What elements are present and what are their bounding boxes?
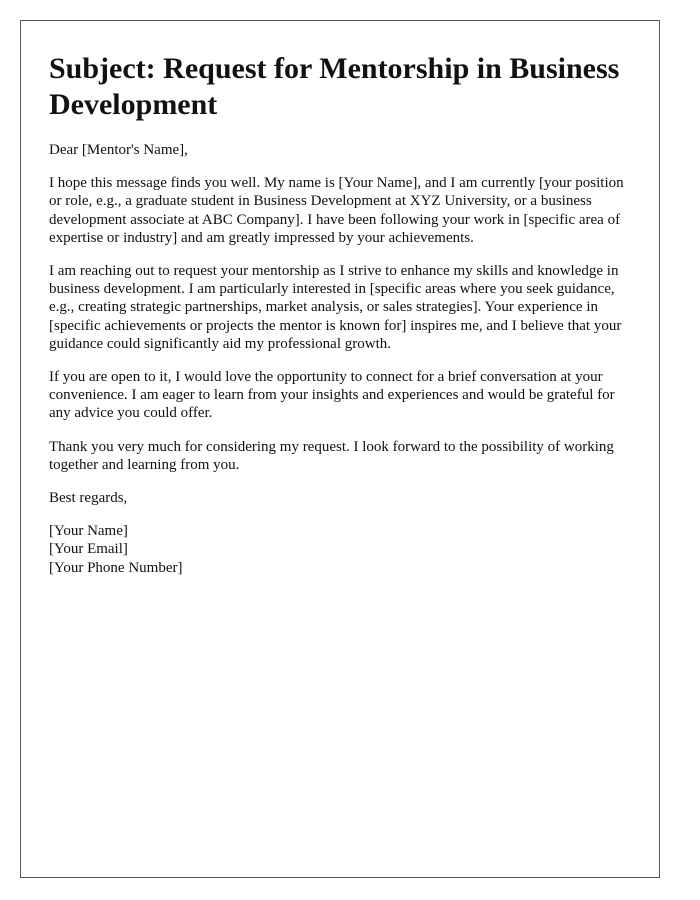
letter-closing: Best regards, <box>49 490 128 507</box>
letter-signature-block <box>49 522 631 577</box>
signature-email: [Your Email] <box>49 541 128 558</box>
letter-greeting: Dear [Mentor's Name], <box>49 142 188 158</box>
letter-paragraph-request: I am reaching out to request your mentorship as I strive to enhance my skills and knowledge in business development. I am particularly interested in [specific areas where you seek guidance, e.g., creating strategic partnerships, market analysis, or sales strategies]. Your experience in [specific achievements or projects the mentor is known for] inspires me, and I believe that your guidance could significantly aid my professional growth. <box>49 263 622 352</box>
letter-paragraph-intro: I hope this message finds you well. My name is [Your Name], and I am currently [your position or role, e.g., a graduate student in Business Development at XYZ University, or a business development associate at ABC Company]. I have been following your work in [specific area of expertise or industry] and am greatly impressed by your achievements. <box>49 175 624 246</box>
letter-page <box>20 20 660 878</box>
letter-subject: Subject: Request for Mentorship in Business Development <box>49 52 620 121</box>
signature-phone: [Your Phone Number] <box>49 559 183 576</box>
letter-paragraph-connect: If you are open to it, I would love the opportunity to connect for a brief conversation at your convenience. I am eager to learn from your insights and experiences and would be grateful for any advice you could offer. <box>49 369 615 422</box>
signature-name: [Your Name] <box>49 523 128 540</box>
letter-paragraph-thanks: Thank you very much for considering my request. I look forward to the possibility of working together and learning from you. <box>49 438 614 473</box>
